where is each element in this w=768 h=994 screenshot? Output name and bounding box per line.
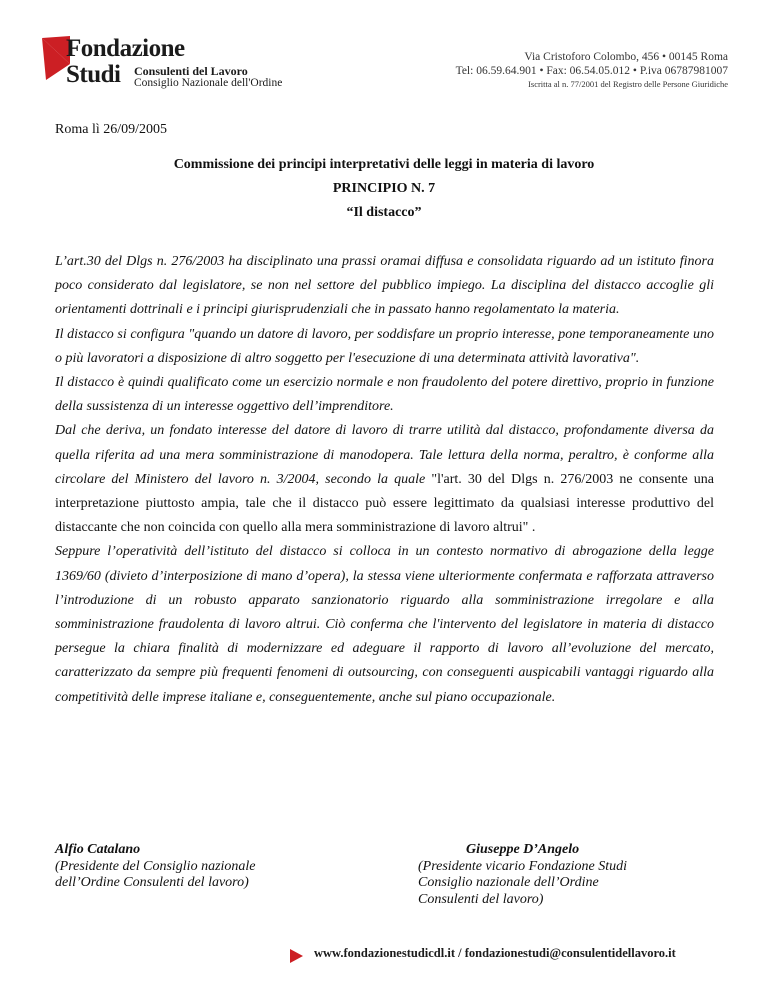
paragraph-4-italic: Dal che deriva, un fondato interesse del datore di lavoro di trarre utilità dal distacco, profondamente diversa da quella riferita ad una mera somministrazione di manodopera. Tale lettura della norma, peraltro, è conforme alla circolare del Ministero del lavoro n. 3/2004, secondo la quale	[55, 423, 714, 487]
paragraph-4	[55, 419, 714, 540]
signature-right	[418, 842, 627, 908]
footer-links[interactable]: www.fondazionestudicdl.it / fondazionestudi@consulentidellavoro.it	[314, 946, 676, 960]
commission-heading: Commissione dei principi interpretativi delle leggi in materia di lavoro	[173, 157, 595, 172]
paragraph-2: Il distacco si configura "quando un datore di lavoro, per soddisfare un proprio interesse, pone temporaneamente uno o più lavoratori a disposizione di altro soggetto per l'esecuzione di una determinata attività lavorativa".	[55, 326, 714, 366]
signature-left	[55, 842, 256, 892]
registry-line: Iscritta al n. 77/2001 del Registro delle Persone Giuridiche	[528, 79, 728, 89]
signatory-name: Alfio Catalano	[55, 842, 141, 857]
contact-line: Tel: 06.59.64.901 • Fax: 06.54.05.012 • P.iva 06787981007	[455, 65, 728, 77]
logo-subtitle-line2: Consiglio Nazionale dell'Ordine	[134, 77, 283, 89]
principle-title: “Il distacco”	[346, 205, 422, 220]
paragraph-1: L’art.30 del Dlgs n. 276/2003 ha disciplinato una prassi oramai diffusa e consolidata riguardo ad un istituto finora poco considerato dal legislatore, se non nel settore del pubblico impiego. La disciplina del distacco accoglie gli orientamenti dottrinali e i principi giurisprudenziali che in passato hanno regolamentato la materia.	[55, 254, 714, 318]
logo-title-line2: Studi	[66, 61, 121, 88]
letterhead-address	[456, 50, 728, 91]
document-date: Roma lì 26/09/2005	[55, 122, 167, 137]
document-body	[55, 250, 714, 710]
paragraph-4-quote: "l'art. 30 del Dlgs n. 276/2003 ne consente una interpretazione piuttosto ampia, tale che il distacco può essere legittimato da qualsiasi interesse produttivo del distaccante che non coincida con quello alla mera somministrazione di lavoro altrui" .	[55, 471, 714, 536]
fondazione-studi-logo	[40, 34, 300, 94]
signatory-name: Giuseppe D’Angelo	[466, 842, 580, 857]
signatory-role: (Presidente vicario Fondazione Studi Consiglio nazionale dell’Ordine Consulenti del lavoro)	[418, 858, 628, 907]
logo-subtitle-line1: Consulenti del Lavoro	[134, 64, 248, 78]
address-line: Via Cristoforo Colombo, 456 • 00145 Roma	[524, 51, 728, 63]
paragraph-5: Seppure l’operatività dell’istituto del distacco si colloca in un contesto normativo di abrogazione della legge 1369/60 (divieto d’interposizione di mano d’opera), la stessa viene ulteriormente confermata e rafforzata attraverso l’introduzione di un robusto apparato sanzionatorio riguardo alla somministrazione irregolare e alla somministrazione fraudolenta di lavoro altrui. Ciò conferma che l'intervento del legislatore in materia di distacco persegue la chiara finalità di modernizzare ed adeguare il rapporto di lavoro all’evoluzione del mercato, caratterizzato da sempre più frequenti fenomeni di outsourcing, con conseguenti auspicabili vantaggi riguardo alla competitività delle imprese italiane e, conseguentemente, anche sul piano occupazionale.	[55, 544, 714, 705]
paragraph-3: Il distacco è quindi qualificato come un esercizio normale e non fraudolento del potere direttivo, proprio in funzione della sussistenza di un interesse oggettivo dell’imprenditore.	[55, 375, 714, 415]
signatory-role: (Presidente del Consiglio nazionale dell’Ordine Consulenti del lavoro)	[55, 858, 256, 890]
logo-title-line1: Fondazione	[66, 35, 185, 62]
principle-number: PRINCIPIO N. 7	[332, 181, 436, 196]
red-arrow-icon	[288, 948, 304, 964]
